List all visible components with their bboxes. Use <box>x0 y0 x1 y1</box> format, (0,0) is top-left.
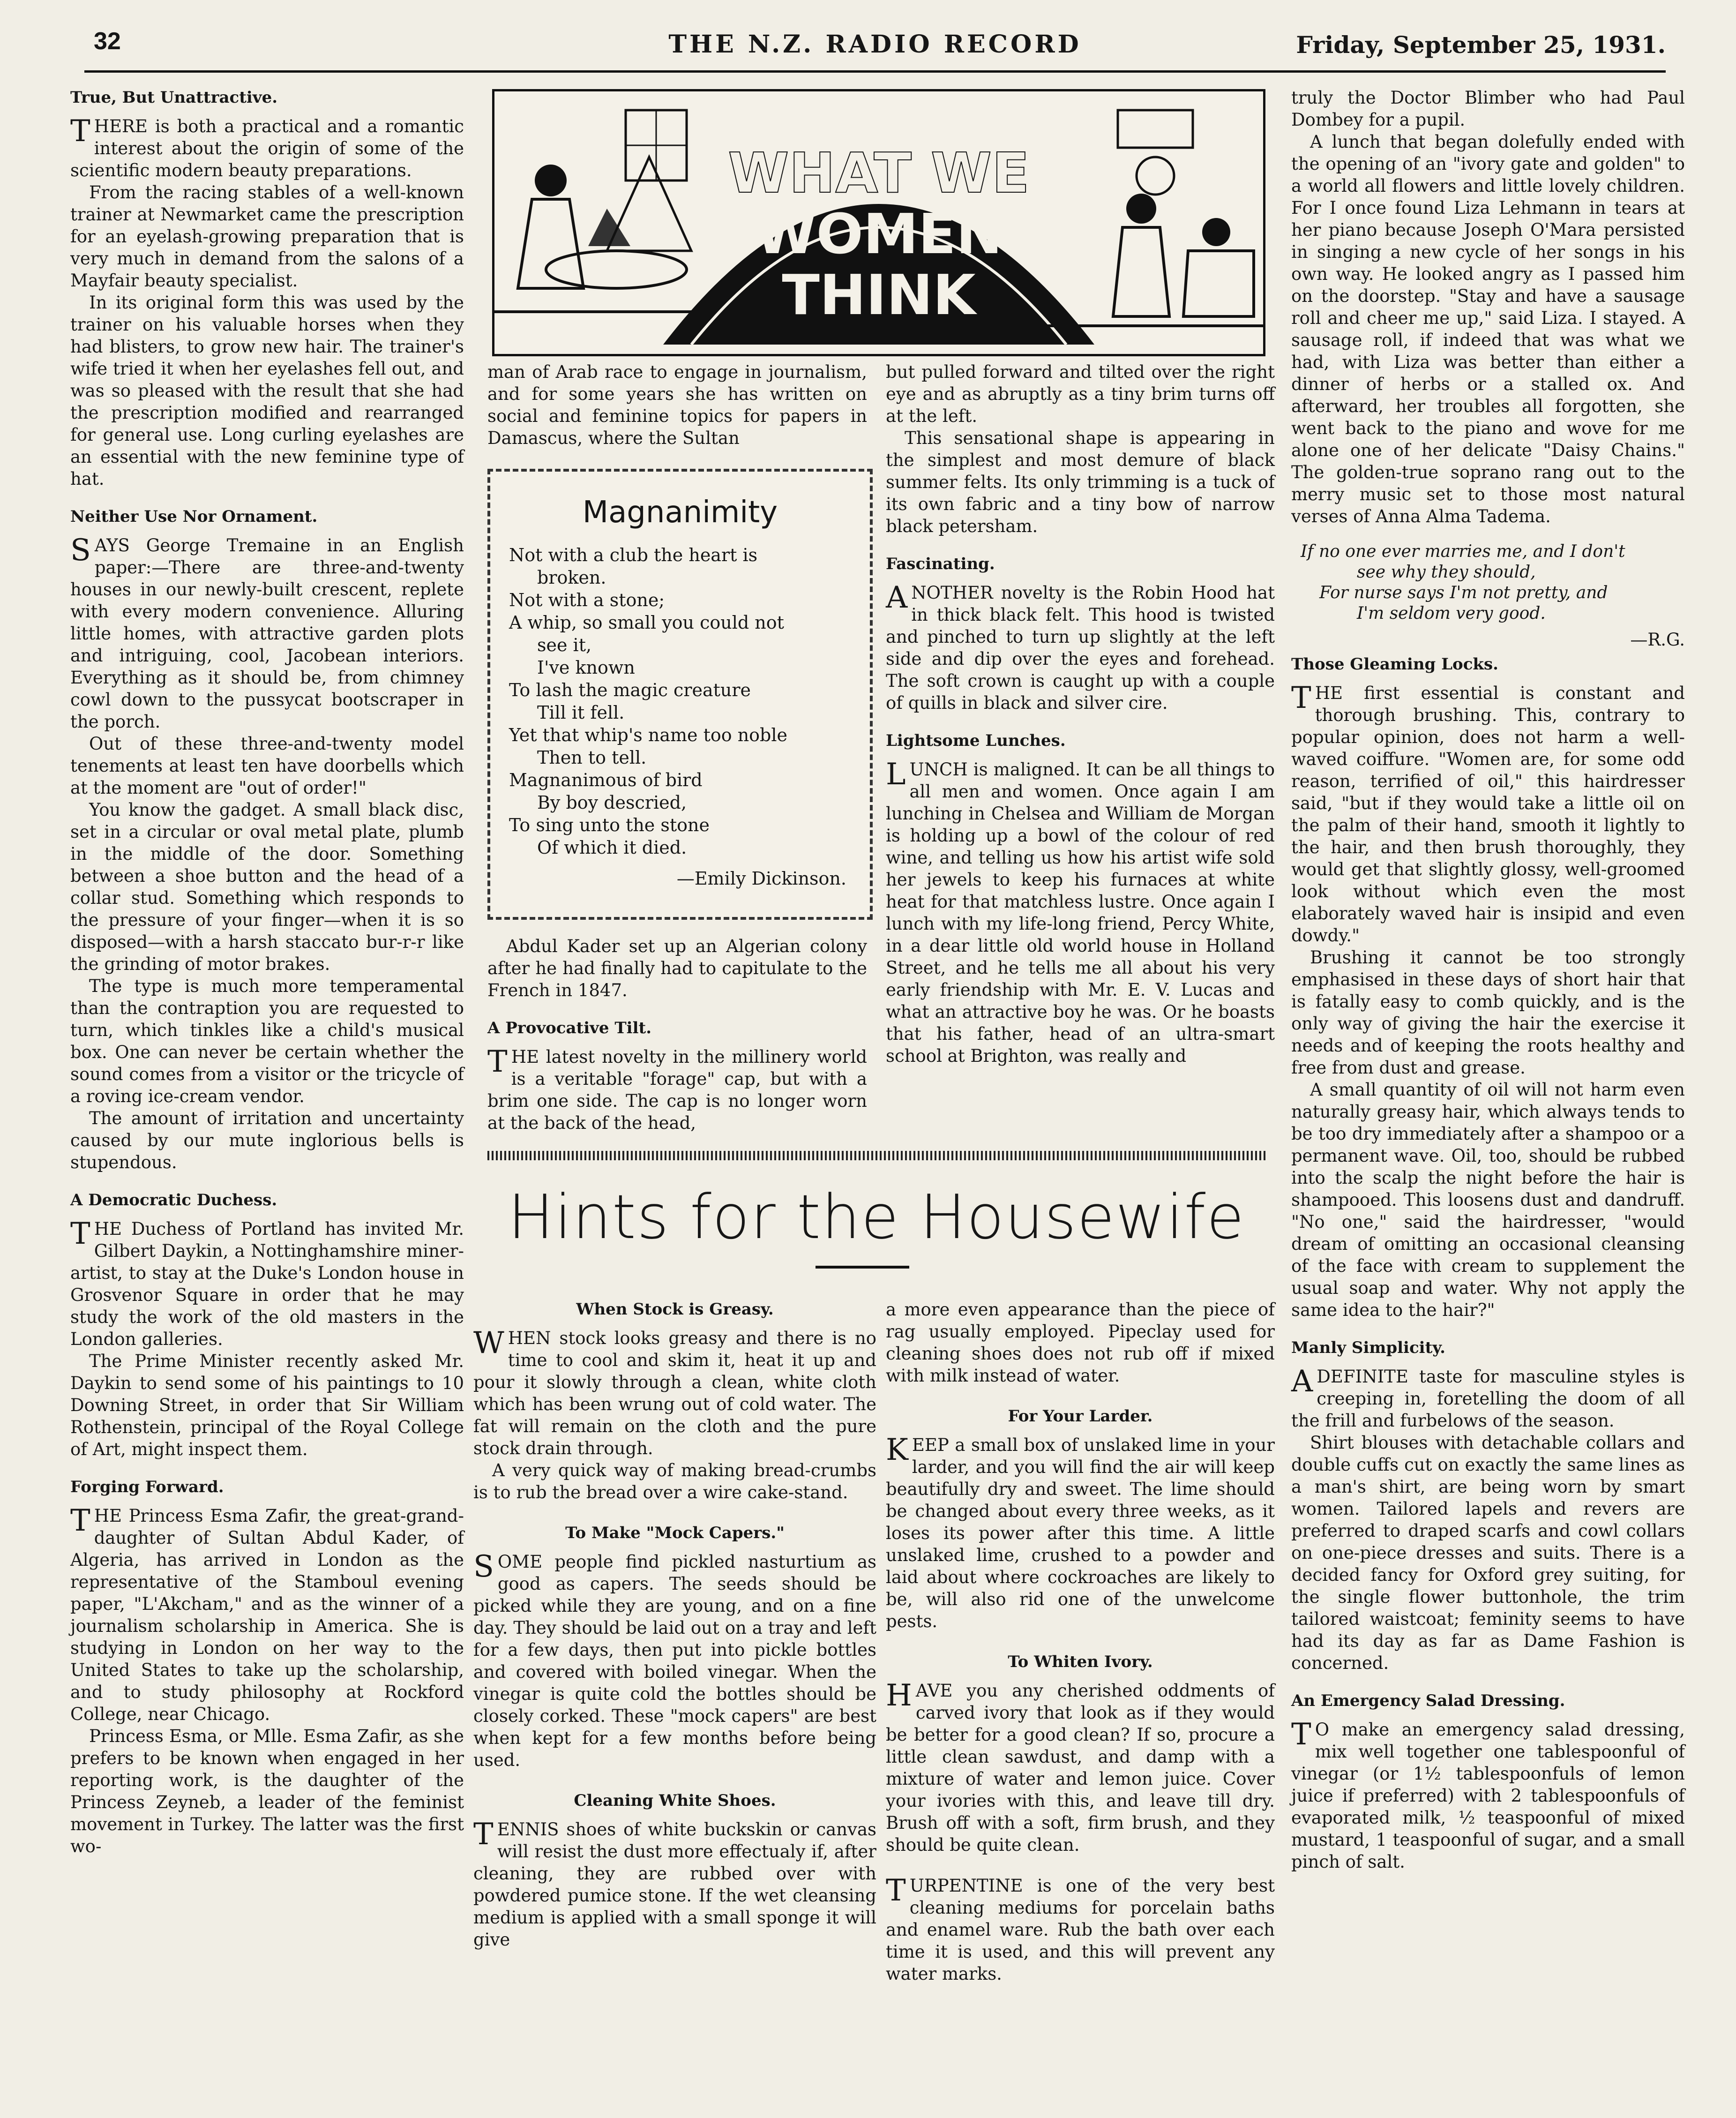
verse-line: see why they should, <box>1357 563 1536 582</box>
heading: True, But Unattractive. <box>70 88 278 107</box>
banner-line-3: THINK <box>782 263 976 327</box>
paragraph: The amount of irritation and uncertainty caused by our mute inglorious bells is stupendous. <box>70 1108 464 1172</box>
poem-line: To sing unto the stone <box>509 815 710 835</box>
what-we-women-think-banner <box>492 89 1265 356</box>
masthead: THE N.Z. RADIO RECORD <box>668 30 1082 59</box>
heading: When Stock is Greasy. <box>576 1300 774 1319</box>
banner-line-2: WOMEN <box>755 202 1003 266</box>
paragraph: Out of these three-and-twenty model tenements at least ten have doorbells which at the moment are "out of order!" <box>70 734 464 798</box>
paragraph: The Prime Minister recently asked Mr. Daykin to send some of his paintings to 10 Downing Street, in order that Sir William Rothenstein, principal of the Royal College of Art, might inspect them. <box>70 1351 464 1459</box>
paragraph: This sensational shape is appearing in the simplest and most demure of black summer felts. Its only trimming is a tuck of its own fabric and a tiny bow of narrow black petersham. <box>886 428 1275 536</box>
heading: Fascinating. <box>886 555 995 573</box>
heading: An Emergency Salad Dressing. <box>1291 1691 1565 1710</box>
poem-line: Magnanimous of bird <box>509 770 703 790</box>
paragraph: THE Princess Esma Zafir, the great-grand-daughter of Sultan Abdul Kader, of Algeria, has arrived in London as the representative of the Stamboul evening paper, "L'Akcham," and as the winner of a journalism scholarship in America. She is studying in London on her way to the United States to take up the scholarship, and to study philosophy at Rockford College, near Chicago. <box>70 1503 464 1724</box>
signature: —R.G. <box>1630 630 1685 650</box>
heading: A Provocative Tilt. <box>487 1019 652 1037</box>
header-rule <box>84 70 1666 73</box>
heading: Neither Use Nor Ornament. <box>70 507 318 526</box>
poem-line: see it, <box>537 635 592 655</box>
paragraph: HAVE you any cherished oddments of carved ivory that look as if they would be better for a good clean? If so, procure a little clean sawdust, and damp with a mixture of water and lemon juice. Cover your ivories with this, and leave till dry. Brush off with a soft, firm brush, and they should be quite clean. <box>886 1678 1275 1855</box>
heading: To Whiten Ivory. <box>1008 1652 1153 1671</box>
poem-line: Till it fell. <box>537 702 625 723</box>
column-2-bottom <box>473 1299 876 1951</box>
paragraph: TURPENTINE is one of the very best cleaning mediums for porcelain baths and enamel ware. Rub the bath over each time it is used, and this will prevent any water marks. <box>886 1873 1275 1984</box>
column-2-top <box>487 361 867 449</box>
paragraph: WHEN stock looks greasy and there is no time to cool and skim it, heat it up and pour it slowly through a clean, white cloth which has been wrung out of cold water. The fat will remain on the cloth and the pure stock drain through. <box>473 1326 876 1458</box>
section-separator <box>487 1151 1265 1160</box>
paragraph: A DEFINITE taste for masculine styles is creeping in, foretelling the doom of all the frill and furbelows of the season. <box>1291 1364 1685 1431</box>
paragraph: From the racing stables of a well-known trainer at Newmarket came the prescription for an eyelash-growing preparation that is very much in demand from the salons of a Mayfair beauty specialist. <box>70 182 464 291</box>
poem-line: Then to tell. <box>537 747 647 768</box>
paragraph: SAYS George Tremaine in an English paper:—There are three-and-twenty houses in our newly-built crescent, replete with every modern convenience. Alluring little homes, with attractive garden plots and intriguing, cool, Jacobean interiors. Everything as it should be, from chimney cowl down to the pussycat bootscraper in the porch. <box>70 533 464 732</box>
poem-line: Of which it died. <box>537 837 687 858</box>
column-3-bottom <box>886 1299 1275 1985</box>
paragraph: The type is much more temperamental than the contraption you are requested to turn, which tinkles like a child's musical box. One can never be certain whether the sound comes from a visitor or the tricycle of a roving ice-cream vendor. <box>70 976 464 1106</box>
paragraph: truly the Doctor Blimber who had Paul Dombey for a pupil. <box>1291 88 1685 130</box>
paragraph: THERE is both a practical and a romantic interest about the origin of some of the scientific modern beauty preparations. <box>70 114 464 180</box>
heading: A Democratic Duchess. <box>70 1191 277 1209</box>
poem-title: Magnanimity <box>582 495 778 530</box>
column-2-mid <box>487 935 867 1134</box>
heading: For Your Larder. <box>1008 1407 1153 1426</box>
standing-woman-icon <box>1126 194 1156 224</box>
poem-line: To lash the magic creature <box>509 680 751 700</box>
paragraph: T O make an emergency salad dressing, mix well together one tablespoonful of vinegar (or 1½ tablespoonfuls of lemon juice if preferred) with 2 tablespoonfuls of evaporated milk, ½ teaspoonful of mixed mustard, 1 teaspoonful of sugar, and a small pinch of salt. <box>1291 1717 1685 1872</box>
paragraph: TENNIS shoes of white buckskin or canvas will resist the dust more effectualy if, after cleaning, they are rubbed over with powdered pumice stone. If the wet cleansing medium is applied with a small sponge it will give <box>473 1817 876 1950</box>
verse-line: If no one ever marries me, and I don't <box>1301 542 1625 561</box>
heading: Those Gleaming Locks. <box>1291 655 1498 674</box>
paragraph: THE first essential is constant and thorough brushing. This, contrary to popular opinion, does not harm a well-waved coiffure. "Women are, for some odd reason, terrified of oil," this hairdresser said, "but if they would take a little oil on the palm of their hand, smooth it lightly to the hair, and then brush thoroughly, they would get that slightly glossy, well-groomed look without which even the most elaborately waved hair is insipid and even dowdy." <box>1291 681 1685 946</box>
poem-line: Not with a stone; <box>509 590 665 610</box>
paragraph: ANOTHER novelty is the Robin Hood hat in thick black felt. This hood is twisted and pinched to turn up slightly at the left side and dip over the eyes and forehead. The soft crown is caught up with a couple of quills in black and silver cire. <box>886 580 1275 713</box>
heading: Cleaning White Shoes. <box>574 1791 776 1810</box>
paragraph: A small quantity of oil will not harm even naturally greasy hair, which always tends to be too dry immediately after a shampoo or a permanent wave. Oil, too, should be rubbed into the scalp the night before the hair is shampooed. This loosens dust and dandruff. "No one," said the hairdresser, "would dream of omitting an occasional cleansing of the face with cream to supplement the usual soap and water. Why not apply the same idea to the hair?" <box>1291 1080 1685 1320</box>
paragraph: but pulled forward and tilted over the right eye and as abruptly as a tiny brim turns off at the left. <box>886 362 1275 426</box>
heading: Forging Forward. <box>70 1478 224 1496</box>
paragraph: A lunch that began dolefully ended with the opening of an "ivory gate and golden" to a world all flowers and little lovely children. For I once found Liza Lehmann in tears at her piano because Joseph O'Mara persisted in singing a new cycle of her songs in his own way. He looked angry as I passed him on the doorstep. "Stay and have a sausage roll and cheer me up," said Liza. I stayed. A sausage roll, if indeed that was what we had, with Liza was better than either a dinner of herbs or a stalled ox. And afterward, her troubles all forgotten, she went back to the piano and wove for me alone one of her delicate "Daisy Chains." The golden-true soprano rang out to the merry music set to those most natural verses of Anna Alma Tadema. <box>1291 132 1685 526</box>
paragraph: man of Arab race to engage in journalism, and for some years she has written on social and feminine topics for papers in Damascus, where the Sultan <box>487 362 867 448</box>
poem-line: A whip, so small you could not <box>509 612 784 633</box>
verse-line: I'm seldom very good. <box>1357 604 1546 623</box>
paragraph: THE Duchess of Portland has invited Mr. Gilbert Daykin, a Nottinghamshire miner-artist, to stay at the Duke's London house in Grosvenor Square in order that he may study the work of the old masters in the London galleries. <box>70 1217 464 1349</box>
verse-line: For nurse says I'm not pretty, and <box>1319 583 1608 602</box>
paragraph: Princess Esma, or Mlle. Esma Zafir, as she prefers to be known when engaged in her reporting work, is the daughter of the Princess Zeyneb, a leader of the feminist movement in Turkey. The latter was the first wo- <box>70 1726 464 1856</box>
paragraph: You know the gadget. A small black disc, set in a circular or oval metal plate, plumb in the middle of the door. Something between a shoe button and the head of a collar stud. Something which responds to the pressure of your finger—when it is so disposed—with a harsh staccato bur-r-r like the grinding of motor brakes. <box>70 800 464 974</box>
poem-line: broken. <box>537 567 606 588</box>
paragraph: a more even appearance than the piece of rag usually employed. Pipeclay used for cleaning shoes does not rub off if mixed with milk instead of water. <box>886 1299 1275 1386</box>
page-header <box>84 23 1666 66</box>
verse <box>1301 541 1685 624</box>
paragraph: SOME people find pickled nasturtium as good as capers. The seeds should be picked while they are young, and on a fine day. They should be laid out on a tray and left for a few days, then put into pickle bottles and covered with boiled vinegar. When the vinegar is quite cold the bottles should be closely corked. These "mock capers" are best when kept for a few months before being used. <box>473 1549 876 1770</box>
issue-date: Friday, September 25, 1931. <box>1296 31 1666 59</box>
page-number: 32 <box>94 28 121 55</box>
banner-illustration <box>494 91 1263 354</box>
banner-line-1: WHAT WE <box>728 141 1030 205</box>
poem-line: Yet that whip's name too noble <box>509 725 788 745</box>
paragraph: In its original form this was used by the trainer on his valuable horses when they had blisters, to grow new hair. The trainer's wife tried it when her eyelashes fell out, and was so pleased with the result that she had the prescription modified and rearranged for general use. Long curling eyelashes are an essential with the new feminine type of hat. <box>70 293 464 489</box>
paragraph: LUNCH is maligned. It can be all things to all men and women. Once again I am lunching in Chelsea and William de Morgan is holding up a bowl of the colour of red wine, and telling us how his artist wife sold her jewels to keep his furnaces at white heat for that matchless lustre. Once again I lunch with my life-long friend, Percy White, in a dear little old world house in Holland Street, and he tells me all about his very early friendship with Mr. E. V. Lucas and what an attractive boy he was. Or he boasts that his father, head of an ultra-smart school at Brighton, was really and <box>886 757 1275 1066</box>
column-3-top <box>886 361 1275 1067</box>
poem-line: By boy descried, <box>537 792 687 813</box>
paragraph: Abdul Kader set up an Algerian colony after he had finally had to capitulate to the French in 1847. <box>487 936 867 1000</box>
heading: Manly Simplicity. <box>1291 1338 1445 1357</box>
reclining-woman-icon <box>1202 218 1230 246</box>
paragraph: KEEP a small box of unslaked lime in your larder, and you will find the air will keep beautifully dry and sweet. The lime should be changed about every three weeks, as it loses its power after this time. A little unslaked lime, crushed to a powder and laid about where cockroaches are likely to be, will also rid one of the unwelcome pests. <box>886 1433 1275 1631</box>
hints-title: Hints for the Housewife <box>508 1181 1245 1253</box>
paragraph: Shirt blouses with detachable collars and double cuffs cut on exactly the same lines as a man's shirt, are being worn by smart women. Tailored lapels and revers are preferred to draped scarfs and cowl collars on one-piece dresses and suits. There is a decided fancy for Oxford grey suiting, for the single flower buttonhole, the trim tailored waistcoat; feminity seems to have had its day as far as Dame Fashion is concerned. <box>1291 1433 1685 1673</box>
poem-line: I've known <box>537 657 635 678</box>
woman-figure-icon <box>535 165 567 196</box>
column-1 <box>70 87 464 1857</box>
heading: To Make "Mock Capers." <box>565 1524 785 1542</box>
title-rule <box>816 1266 909 1269</box>
poem-box <box>487 469 873 920</box>
heading: Lightsome Lunches. <box>886 731 1066 750</box>
poem-author: —Emily Dickinson. <box>676 868 846 889</box>
paragraph: A very quick way of making bread-crumbs is to rub the bread over a wire cake-stand. <box>473 1460 876 1502</box>
paragraph: THE latest novelty in the millinery world is a veritable "forage" cap, but with a brim one side. The cap is no longer worn at the back of the head, <box>487 1044 867 1133</box>
poem-line: Not with a club the heart is <box>509 545 758 565</box>
paragraph: Brushing it cannot be too strongly emphasised in these days of short hair that is fatally easy to comb quickly, and is the only way of giving the hair the exercise it needs and of keeping the roots healthy and free from dust and grease. <box>1291 947 1685 1078</box>
column-4 <box>1291 87 1685 1873</box>
